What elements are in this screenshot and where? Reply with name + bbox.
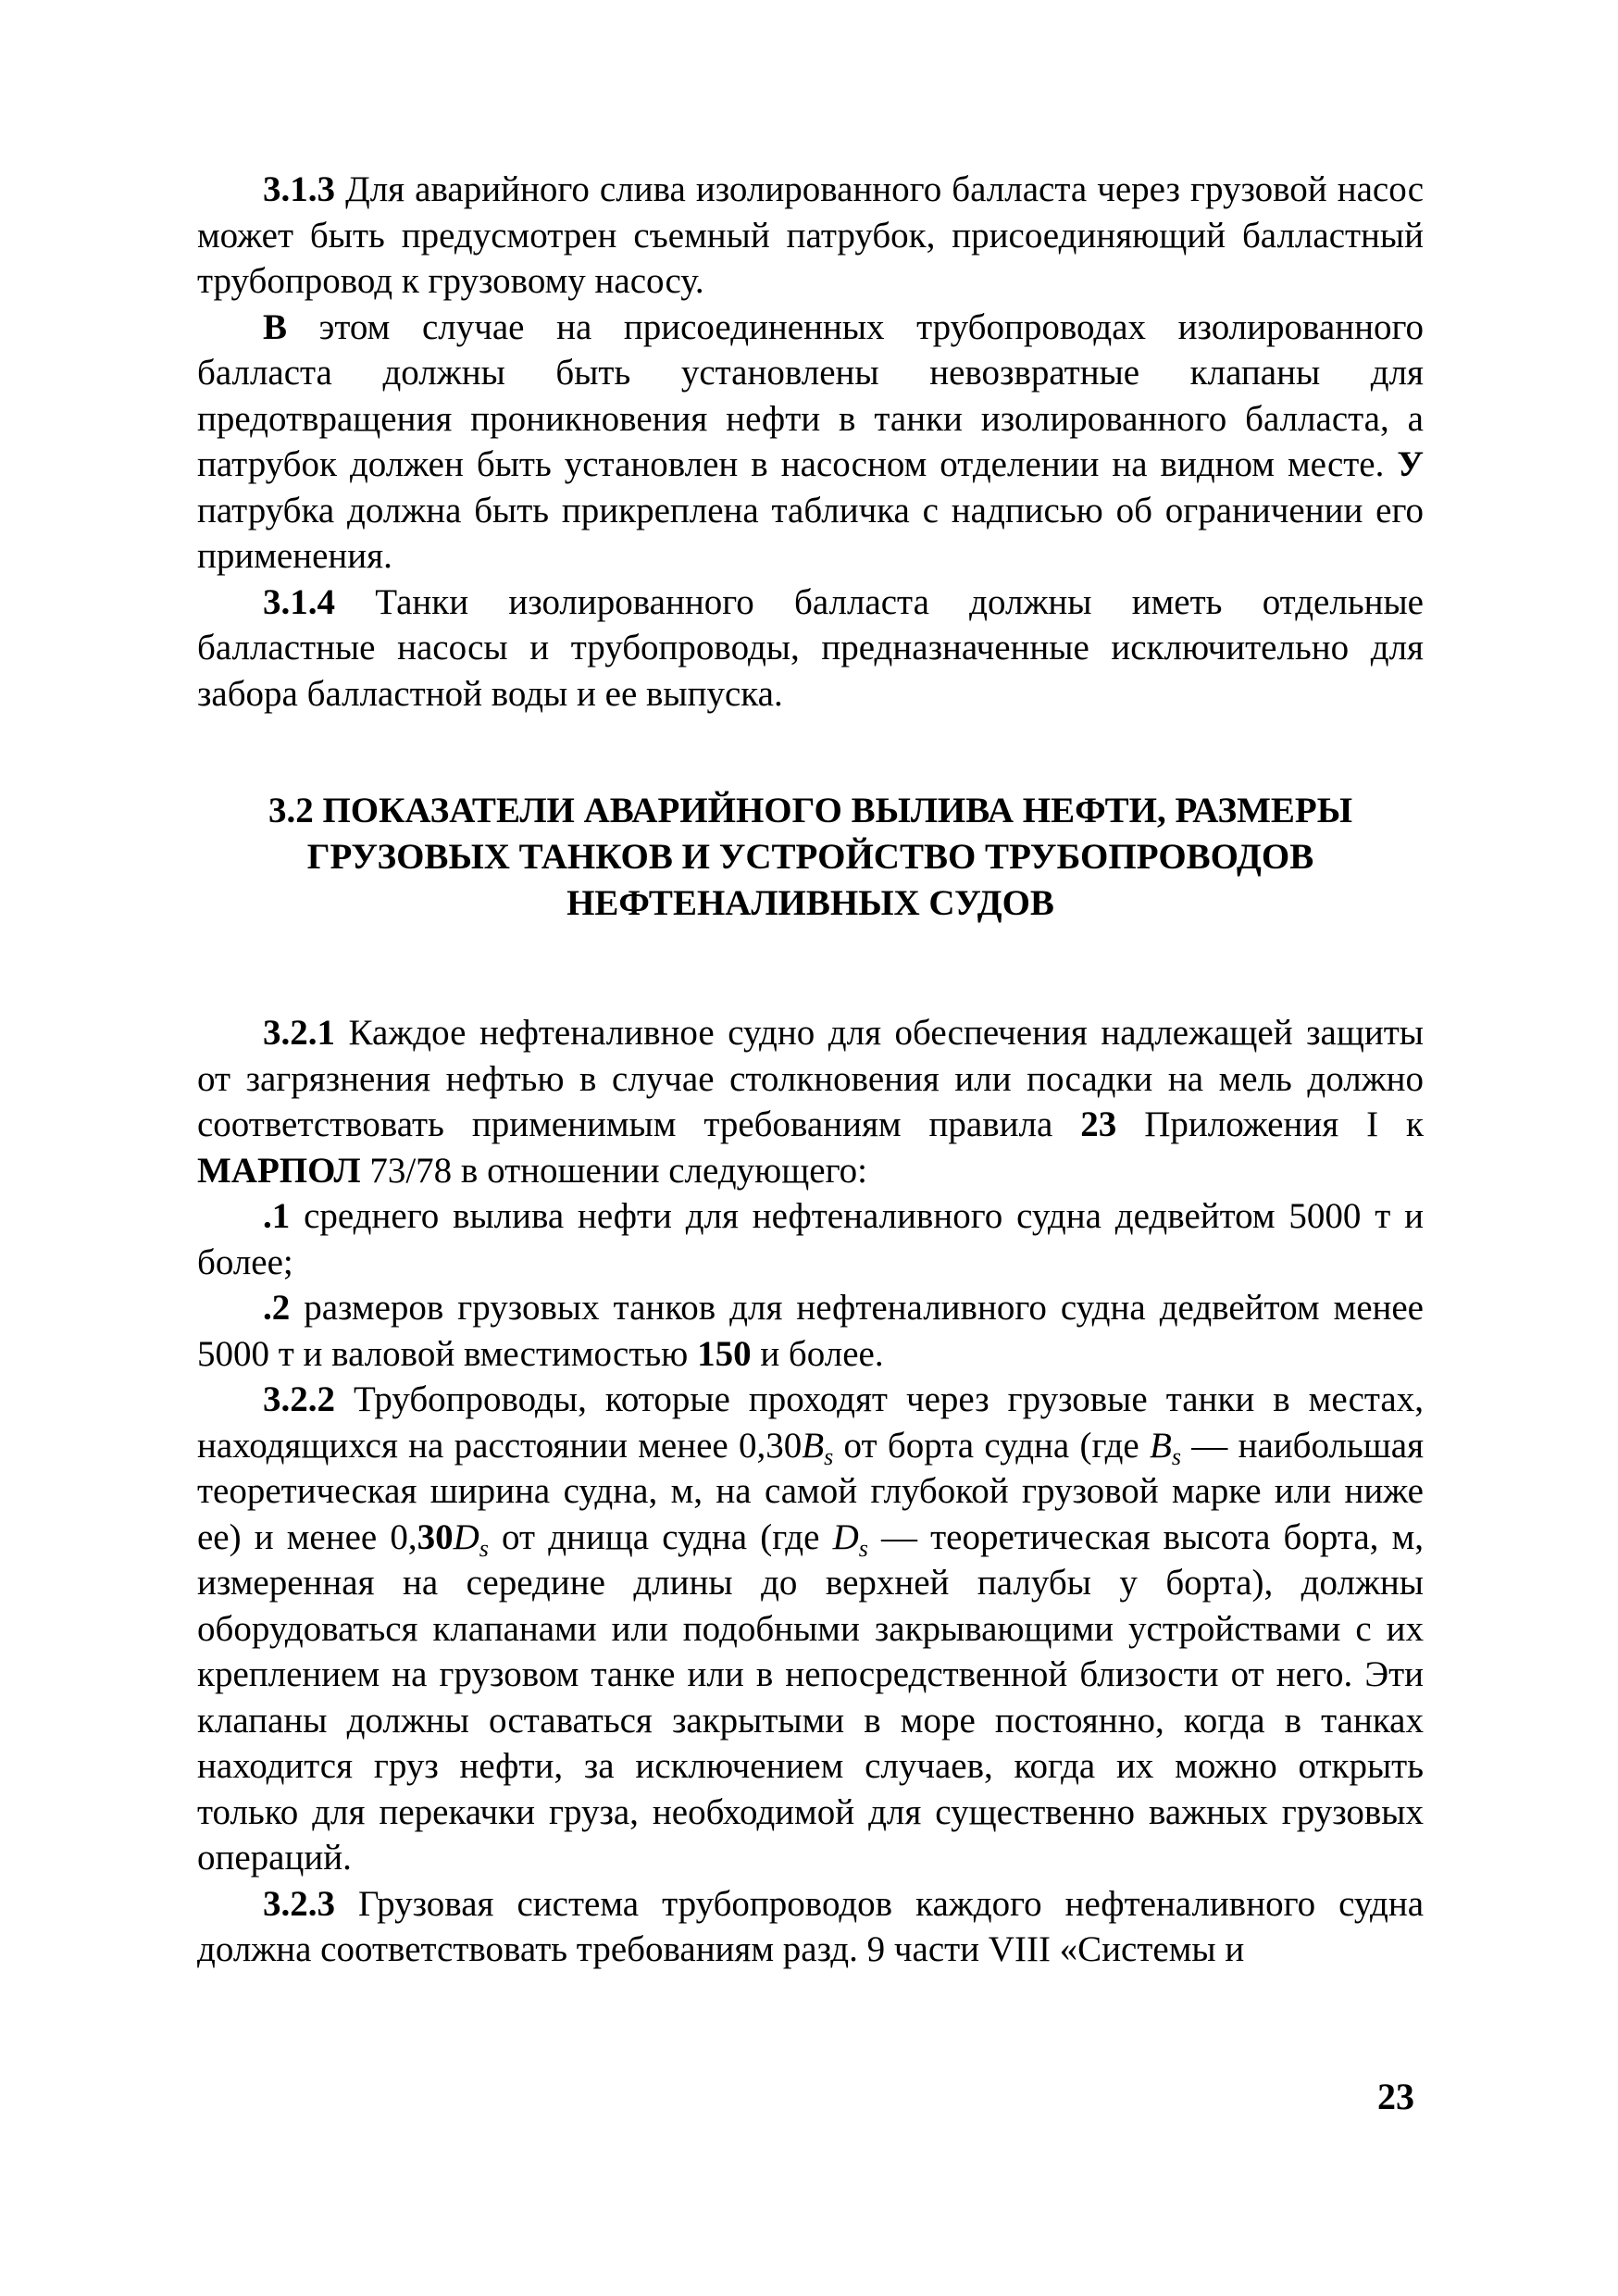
paragraph-text: Каждое нефтеналивное судно для обеспечения надлежащей защиты от загрязнения нефтью в случае столкновения или посадки на мель должно соответствовать применимым требованиям правила [197,1013,1424,1144]
paragraph-text: Приложения I к [1116,1104,1425,1144]
heading-line: 3.2 ПОКАЗАТЕЛИ АВАРИЙНОГО ВЫЛИВА НЕФТИ, РАЗМЕРЫ [268,791,1353,830]
subscript: s [824,1442,834,1470]
paragraph-3-2-1 [197,1010,1424,1193]
paragraph-text: Для аварийного слива изолированного балласта через грузовой насос может быть предусмотрен съемный патрубок, присоединяющий балластный трубопровод к грузовому насосу. [197,169,1424,301]
clause-number: 3.2.3 [263,1883,335,1924]
heading-line: НЕФТЕНАЛИВНЫХ СУДОВ [566,883,1054,923]
subscript: s [1171,1442,1181,1470]
list-item-1 [197,1193,1424,1285]
document-page [197,167,1424,1973]
paragraph-text: 73/78 в отношении следующего: [360,1150,867,1191]
clause-number: 3.2.1 [263,1013,335,1053]
clause-number: 3.1.4 [263,581,335,622]
paragraph-3-1-4 [197,580,1424,718]
paragraph-text: Танки изолированного балласта должны иметь отдельные балластные насосы и трубопроводы, предназначенные исключительно для забора балластной воды и ее выпуска. [197,581,1424,714]
paragraph-3-1-3-continued [197,305,1424,580]
paragraph-text: Трубопроводы, которые проходят через грузовые танки в местах, находящихся на расстоянии менее 0,30 [197,1379,1424,1466]
bold-lead-letter: В [263,306,288,347]
breadth-symbol: B [802,1425,825,1466]
bold-coefficient: 30 [417,1516,454,1557]
convention-name: МАРПОЛ [197,1150,361,1191]
bold-lead-letter: У [1397,444,1424,484]
paragraph-3-1-3 [197,167,1424,305]
item-text: размеров грузовых танков для нефтеналивного судна дедвейтом менее 5000 т и валовой вместимостью [197,1288,1424,1374]
paragraph-text: от борта судна (где [833,1425,1151,1466]
paragraph-text: от днища судна (где [488,1516,833,1557]
item-number: .1 [263,1196,291,1236]
clause-number: 3.1.3 [263,169,335,209]
list-item-2 [197,1285,1424,1377]
heading-line: ГРУЗОВЫХ ТАНКОВ И УСТРОЙСТВО ТРУБОПРОВОДОВ [306,837,1314,877]
rule-number: 23 [1080,1104,1117,1144]
item-number: .2 [263,1288,291,1328]
page-number: 23 [1377,2076,1414,2117]
subscript: s [479,1534,489,1562]
paragraph-text: — наибольшая теоретическая ширина судна, м, на самой глубокой грузовой марке или ниже ее) и менее 0, [197,1425,1425,1557]
section-heading [197,788,1424,927]
paragraph-text: патрубка должна быть прикреплена табличка с надписью об ограничении его применения. [197,490,1424,576]
depth-symbol: D [453,1516,479,1557]
subscript: s [858,1534,868,1562]
depth-symbol: D [832,1516,859,1557]
paragraph-3-2-2 [197,1377,1424,1881]
paragraph-3-2-3 [197,1881,1424,1973]
gross-tonnage-value: 150 [697,1333,752,1374]
paragraph-text: этом случае на присоединенных трубопроводах изолированного балласта должны быть установлены невозвратные клапаны для предотвращения проникновения нефти в танки изолированного балласта, а патрубок должен быть установлен в насосном отделении на видном месте. [197,306,1424,484]
breadth-symbol: B [1150,1425,1172,1466]
clause-number: 3.2.2 [263,1379,335,1419]
paragraph-text: — теоретическая высота борта, м, измеренная на середине длины до верхней палубы у борта), должны оборудоваться клапанами или подобными закрывающими устройствами с их креплением на грузовом танке или в непосредственной близости от него. Эти клапаны должны оставаться закрытыми в море постоянно, когда в танках находится груз нефти, за исключением случаев, когда их можно открыть только для перекачки груза, необходимой для существенно важных грузовых операций. [197,1516,1424,1878]
item-text: среднего вылива нефти для нефтеналивного судна дедвейтом 5000 т и более; [197,1196,1424,1282]
paragraph-text: Грузовая система трубопроводов каждого нефтеналивного судна должна соответствовать требованиям разд. 9 части VIII «Системы и [197,1883,1424,1969]
item-text: и более. [751,1333,884,1374]
